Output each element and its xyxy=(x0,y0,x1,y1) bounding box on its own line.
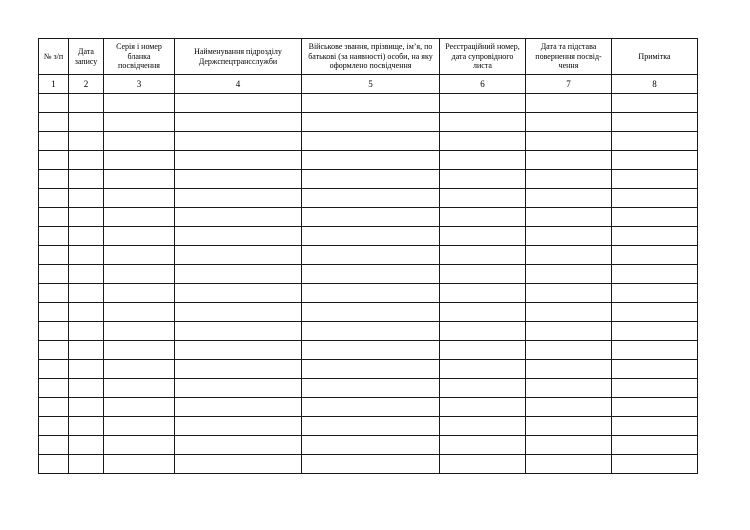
table-cell xyxy=(302,379,440,398)
table-cell xyxy=(526,341,612,360)
table-cell xyxy=(302,417,440,436)
table-cell xyxy=(175,341,302,360)
table-cell xyxy=(612,113,698,132)
column-number-cell: 8 xyxy=(612,75,698,94)
header-cell-return: Дата та підстава повернення посвід-чення xyxy=(526,39,612,75)
table-cell xyxy=(302,398,440,417)
table-cell xyxy=(175,132,302,151)
table-cell xyxy=(440,151,526,170)
table-row xyxy=(39,455,698,474)
table-cell xyxy=(440,341,526,360)
column-number-cell: 1 xyxy=(39,75,69,94)
table-cell xyxy=(526,284,612,303)
table-cell xyxy=(175,379,302,398)
header-row xyxy=(39,39,698,75)
table-cell xyxy=(440,265,526,284)
table-cell xyxy=(175,189,302,208)
table-cell xyxy=(175,113,302,132)
table-cell xyxy=(104,284,175,303)
table-cell xyxy=(526,379,612,398)
table-cell xyxy=(302,227,440,246)
table-cell xyxy=(39,455,69,474)
table-cell xyxy=(440,379,526,398)
table-cell xyxy=(526,360,612,379)
column-number-cell: 7 xyxy=(526,75,612,94)
table-cell xyxy=(69,246,104,265)
table-cell xyxy=(612,379,698,398)
table-cell xyxy=(302,322,440,341)
table-cell xyxy=(440,94,526,113)
header-cell-unit-name: Найменування підрозділу Держспецтрансслужби xyxy=(175,39,302,75)
table-row xyxy=(39,284,698,303)
table-cell xyxy=(104,303,175,322)
table-cell xyxy=(302,265,440,284)
table-row xyxy=(39,189,698,208)
table-cell xyxy=(612,246,698,265)
table-cell xyxy=(39,265,69,284)
table-cell xyxy=(69,265,104,284)
table-cell xyxy=(302,284,440,303)
table-cell xyxy=(526,189,612,208)
table-row xyxy=(39,360,698,379)
table-cell xyxy=(440,436,526,455)
table-cell xyxy=(104,265,175,284)
table-cell xyxy=(440,398,526,417)
table-cell xyxy=(440,303,526,322)
table-cell xyxy=(69,379,104,398)
table-cell xyxy=(440,132,526,151)
table-cell xyxy=(526,436,612,455)
column-number-cell: 6 xyxy=(440,75,526,94)
table-cell xyxy=(104,360,175,379)
header-cell-number: № з/п xyxy=(39,39,69,75)
table-cell xyxy=(175,360,302,379)
table-cell xyxy=(302,113,440,132)
table-cell xyxy=(612,322,698,341)
table-cell xyxy=(69,94,104,113)
table-cell xyxy=(440,360,526,379)
table-cell xyxy=(69,284,104,303)
table-cell xyxy=(104,455,175,474)
table-cell xyxy=(69,113,104,132)
table-cell xyxy=(612,94,698,113)
table-cell xyxy=(302,208,440,227)
table-cell xyxy=(526,227,612,246)
column-number-cell: 2 xyxy=(69,75,104,94)
table-cell xyxy=(440,417,526,436)
table-cell xyxy=(39,284,69,303)
table-cell xyxy=(612,284,698,303)
table-row xyxy=(39,303,698,322)
table-cell xyxy=(175,170,302,189)
header-cell-record-date: Дата запису xyxy=(69,39,104,75)
table-cell xyxy=(39,417,69,436)
header-cell-blank-series: Серія і номер бланка посвідчення xyxy=(104,39,175,75)
table-cell xyxy=(302,436,440,455)
table-cell xyxy=(69,170,104,189)
table-row xyxy=(39,113,698,132)
table-cell xyxy=(39,132,69,151)
table-cell xyxy=(612,208,698,227)
table-cell xyxy=(104,189,175,208)
table-row xyxy=(39,227,698,246)
column-number-cell: 5 xyxy=(302,75,440,94)
header-cell-person: Військове звання, прізвище, ім’я, по батькові (за наявності) особи, на яку оформлено посвідчення xyxy=(302,39,440,75)
table-cell xyxy=(39,94,69,113)
table-cell xyxy=(104,379,175,398)
table-cell xyxy=(526,151,612,170)
table-cell xyxy=(526,417,612,436)
header-cell-registration: Реєстраційний номер, дата супровідного листа xyxy=(440,39,526,75)
table-row xyxy=(39,94,698,113)
table-cell xyxy=(175,303,302,322)
table-cell xyxy=(612,417,698,436)
table-cell xyxy=(526,303,612,322)
table-cell xyxy=(440,322,526,341)
table-cell xyxy=(104,151,175,170)
table-cell xyxy=(302,341,440,360)
table-cell xyxy=(69,398,104,417)
table-cell xyxy=(69,208,104,227)
table-cell xyxy=(104,246,175,265)
table-cell xyxy=(612,151,698,170)
table-cell xyxy=(39,189,69,208)
table-cell xyxy=(440,227,526,246)
table-cell xyxy=(104,398,175,417)
table-cell xyxy=(104,227,175,246)
table-cell xyxy=(302,151,440,170)
table-cell xyxy=(612,170,698,189)
table-cell xyxy=(175,246,302,265)
table-cell xyxy=(440,246,526,265)
table-cell xyxy=(175,284,302,303)
table-cell xyxy=(612,227,698,246)
table-cell xyxy=(175,265,302,284)
table-cell xyxy=(526,246,612,265)
table-cell xyxy=(39,341,69,360)
table-cell xyxy=(526,170,612,189)
table-cell xyxy=(175,398,302,417)
table-row xyxy=(39,322,698,341)
table-cell xyxy=(526,455,612,474)
table-cell xyxy=(39,360,69,379)
table-cell xyxy=(440,455,526,474)
table-cell xyxy=(39,246,69,265)
table-cell xyxy=(612,436,698,455)
table-cell xyxy=(175,417,302,436)
table-cell xyxy=(302,455,440,474)
table-row xyxy=(39,151,698,170)
table-cell xyxy=(69,189,104,208)
table-cell xyxy=(39,113,69,132)
table-row xyxy=(39,132,698,151)
table-cell xyxy=(175,151,302,170)
table-cell xyxy=(612,132,698,151)
table-cell xyxy=(69,455,104,474)
table-cell xyxy=(526,208,612,227)
table-cell xyxy=(526,322,612,341)
table-cell xyxy=(440,208,526,227)
table-cell xyxy=(104,341,175,360)
table-cell xyxy=(302,360,440,379)
table-cell xyxy=(104,417,175,436)
table-cell xyxy=(612,398,698,417)
table-cell xyxy=(526,132,612,151)
table-cell xyxy=(302,170,440,189)
table-cell xyxy=(612,265,698,284)
table-row xyxy=(39,341,698,360)
table-cell xyxy=(440,113,526,132)
table-cell xyxy=(39,170,69,189)
table-cell xyxy=(69,436,104,455)
table-cell xyxy=(104,322,175,341)
table-cell xyxy=(302,189,440,208)
table-cell xyxy=(104,436,175,455)
table-cell xyxy=(175,227,302,246)
table-cell xyxy=(175,455,302,474)
column-number-row xyxy=(39,75,698,94)
table-cell xyxy=(302,303,440,322)
table-cell xyxy=(526,398,612,417)
table-cell xyxy=(302,132,440,151)
table-cell xyxy=(104,132,175,151)
column-number-cell: 3 xyxy=(104,75,175,94)
table-cell xyxy=(175,322,302,341)
table-cell xyxy=(104,113,175,132)
table-cell xyxy=(39,398,69,417)
table-cell xyxy=(440,170,526,189)
table-cell xyxy=(175,208,302,227)
table-cell xyxy=(612,303,698,322)
table-cell xyxy=(612,455,698,474)
column-number-cell: 4 xyxy=(175,75,302,94)
table-cell xyxy=(104,94,175,113)
table-cell xyxy=(69,151,104,170)
table-cell xyxy=(39,322,69,341)
table-cell xyxy=(69,303,104,322)
table-cell xyxy=(39,227,69,246)
table-cell xyxy=(69,360,104,379)
table-cell xyxy=(39,436,69,455)
table-row xyxy=(39,379,698,398)
table-cell xyxy=(526,113,612,132)
table-row xyxy=(39,265,698,284)
table-cell xyxy=(612,360,698,379)
header-cell-note: Примітка xyxy=(612,39,698,75)
table-cell xyxy=(526,265,612,284)
table-cell xyxy=(104,208,175,227)
table-cell xyxy=(440,284,526,303)
table-row xyxy=(39,246,698,265)
table-row xyxy=(39,398,698,417)
register-table xyxy=(38,38,698,474)
table-cell xyxy=(39,208,69,227)
table-row xyxy=(39,417,698,436)
table-cell xyxy=(69,132,104,151)
table-row xyxy=(39,208,698,227)
table-cell xyxy=(612,189,698,208)
table-cell xyxy=(69,322,104,341)
table-cell xyxy=(69,227,104,246)
table-cell xyxy=(39,379,69,398)
table-cell xyxy=(175,94,302,113)
table-cell xyxy=(440,189,526,208)
table-cell xyxy=(612,341,698,360)
table-cell xyxy=(175,436,302,455)
table-cell xyxy=(526,94,612,113)
table-cell xyxy=(69,417,104,436)
table-cell xyxy=(302,94,440,113)
table-cell xyxy=(39,303,69,322)
table-cell xyxy=(69,341,104,360)
table-cell xyxy=(302,246,440,265)
table-cell xyxy=(39,151,69,170)
table-cell xyxy=(104,170,175,189)
table-row xyxy=(39,436,698,455)
table-row xyxy=(39,170,698,189)
